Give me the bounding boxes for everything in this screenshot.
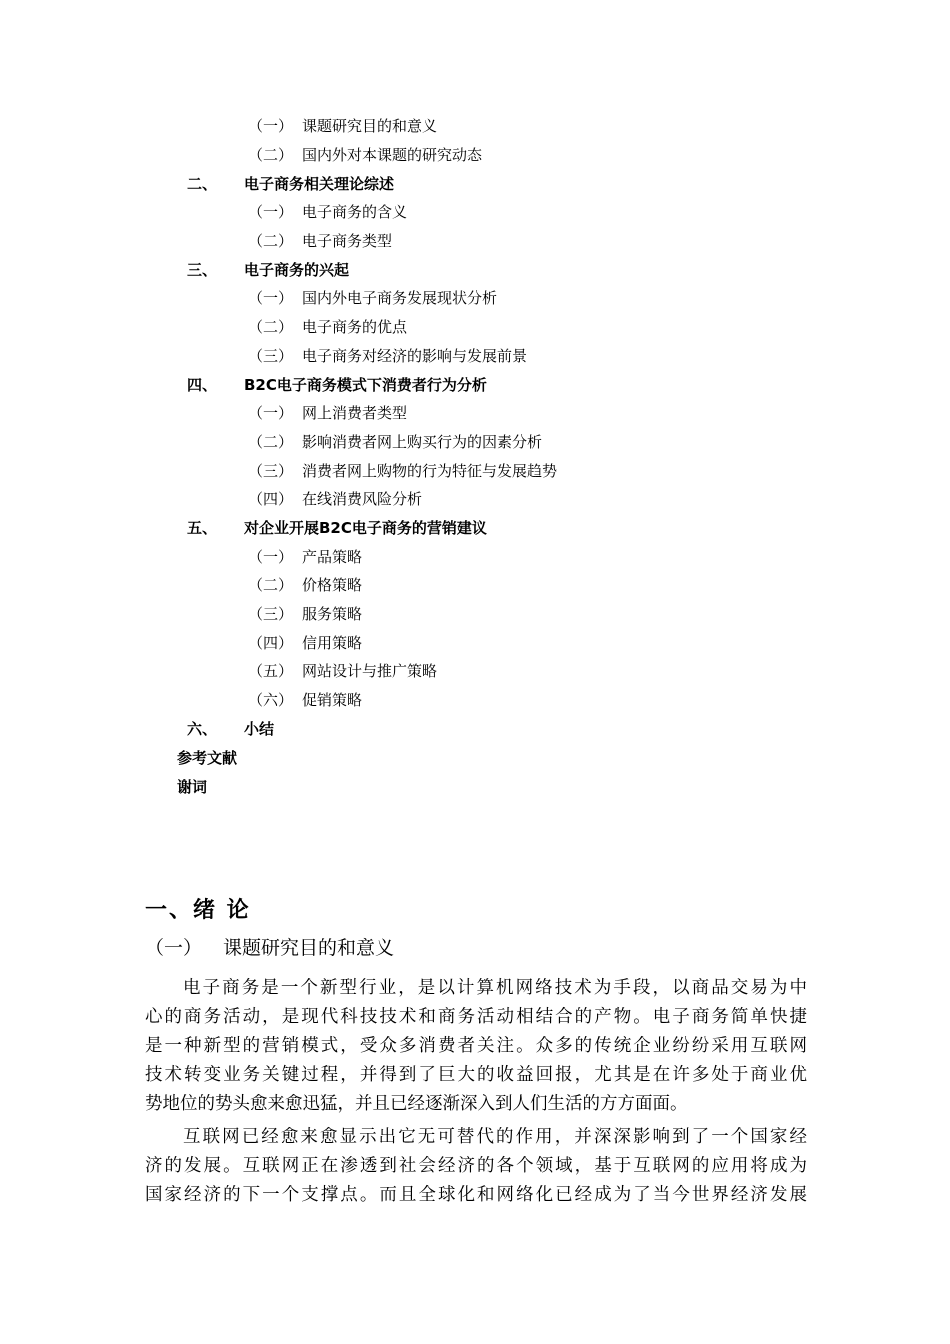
toc-item-title: 价格策略 [302,576,363,594]
toc-item-title: 电子商务的含义 [302,203,408,221]
toc-item-number: （五） [248,662,294,680]
toc-chapter-title: B2C电子商务模式下消费者行为分析 [244,376,487,394]
toc-item-number: （二） [248,433,294,451]
toc-item-title: 影响消费者网上购买行为的因素分析 [302,433,543,451]
chapter-heading: 一、绪 论 [145,898,251,923]
toc-item-number: （二） [248,232,294,250]
toc-item-title: 网上消费者类型 [302,404,408,422]
toc-chapter-number: 四、 [187,376,218,394]
toc-chapter-title: 小结 [244,720,275,738]
toc-item-title: 信用策略 [302,634,363,652]
toc-item-title: 国内外电子商务发展现状分析 [302,289,498,307]
toc-chapter-title: 电子商务相关理论综述 [244,175,395,193]
toc-item-title: 国内外对本课题的研究动态 [302,146,483,164]
section-heading [145,933,394,960]
section-title: 课题研究目的和意义 [223,937,395,959]
section-number: （一） [145,937,203,959]
toc-chapter-number: 三、 [187,261,218,279]
toc-chapter-number: 五、 [187,519,218,537]
toc-item-title: 网站设计与推广策略 [302,662,438,680]
toc-item-number: （四） [248,634,294,652]
paragraph-line: 济的发展。互联网正在渗透到社会经济的各个领域，基于互联网的应用将成为 [145,1156,807,1176]
toc-chapter-title: 对企业开展B2C电子商务的营销建议 [244,519,487,537]
toc-item-number: （三） [248,462,294,480]
toc-references[interactable]: 参考文献 [177,749,238,767]
toc-item-title: 电子商务对经济的影响与发展前景 [302,347,528,365]
toc-item-number: （四） [248,490,294,508]
toc-acknowledgements[interactable]: 谢词 [177,778,208,796]
toc-item-number: （一） [248,548,294,566]
paragraph-line: 是一种新型的营销模式，受众多消费者关注。众多的传统企业纷纷采用互联网 [145,1036,807,1056]
toc-item-number: （二） [248,576,294,594]
paragraph-line: 势地位的势头愈来愈迅猛，并且已经逐渐深入到人们生活的方方面面。 [145,1094,688,1114]
paragraph-line: 电子商务是一个新型行业，是以计算机网络技术为手段，以商品交易为中 [183,978,807,998]
paragraph-line: 技术转变业务关键过程，并得到了巨大的收益回报，尤其是在许多处于商业优 [145,1065,807,1085]
paragraph-line: 国家经济的下一个支撑点。而且全球化和网络化已经成为了当今世界经济发展 [145,1185,807,1205]
toc-item-number: （一） [248,203,294,221]
toc-item-number: （三） [248,605,294,623]
toc-item-number: （一） [248,404,294,422]
toc-chapter-number: 二、 [187,175,218,193]
toc-item-number: （一） [248,289,294,307]
toc-item-title: 服务策略 [302,605,363,623]
toc-item-title: 在线消费风险分析 [302,490,423,508]
toc-chapter-number: 六、 [187,720,218,738]
toc-item-title: 消费者网上购物的行为特征与发展趋势 [302,462,558,480]
toc-item-title: 电子商务类型 [302,232,393,250]
paragraph-line: 心的商务活动，是现代科技技术和商务活动相结合的产物。电子商务简单快捷 [145,1007,807,1027]
toc-item-number: （一） [248,117,294,135]
toc-item-number: （二） [248,146,294,164]
toc-item-title: 电子商务的优点 [302,318,408,336]
toc-chapter-title: 电子商务的兴起 [244,261,350,279]
toc-item-number: （二） [248,318,294,336]
toc-item-title: 产品策略 [302,548,363,566]
paragraph-line: 互联网已经愈来愈显示出它无可替代的作用，并深深影响到了一个国家经 [183,1127,807,1147]
toc-item-title: 促销策略 [302,691,363,709]
toc-item-title: 课题研究目的和意义 [302,117,438,135]
toc-item-number: （六） [248,691,294,709]
toc-item-number: （三） [248,347,294,365]
